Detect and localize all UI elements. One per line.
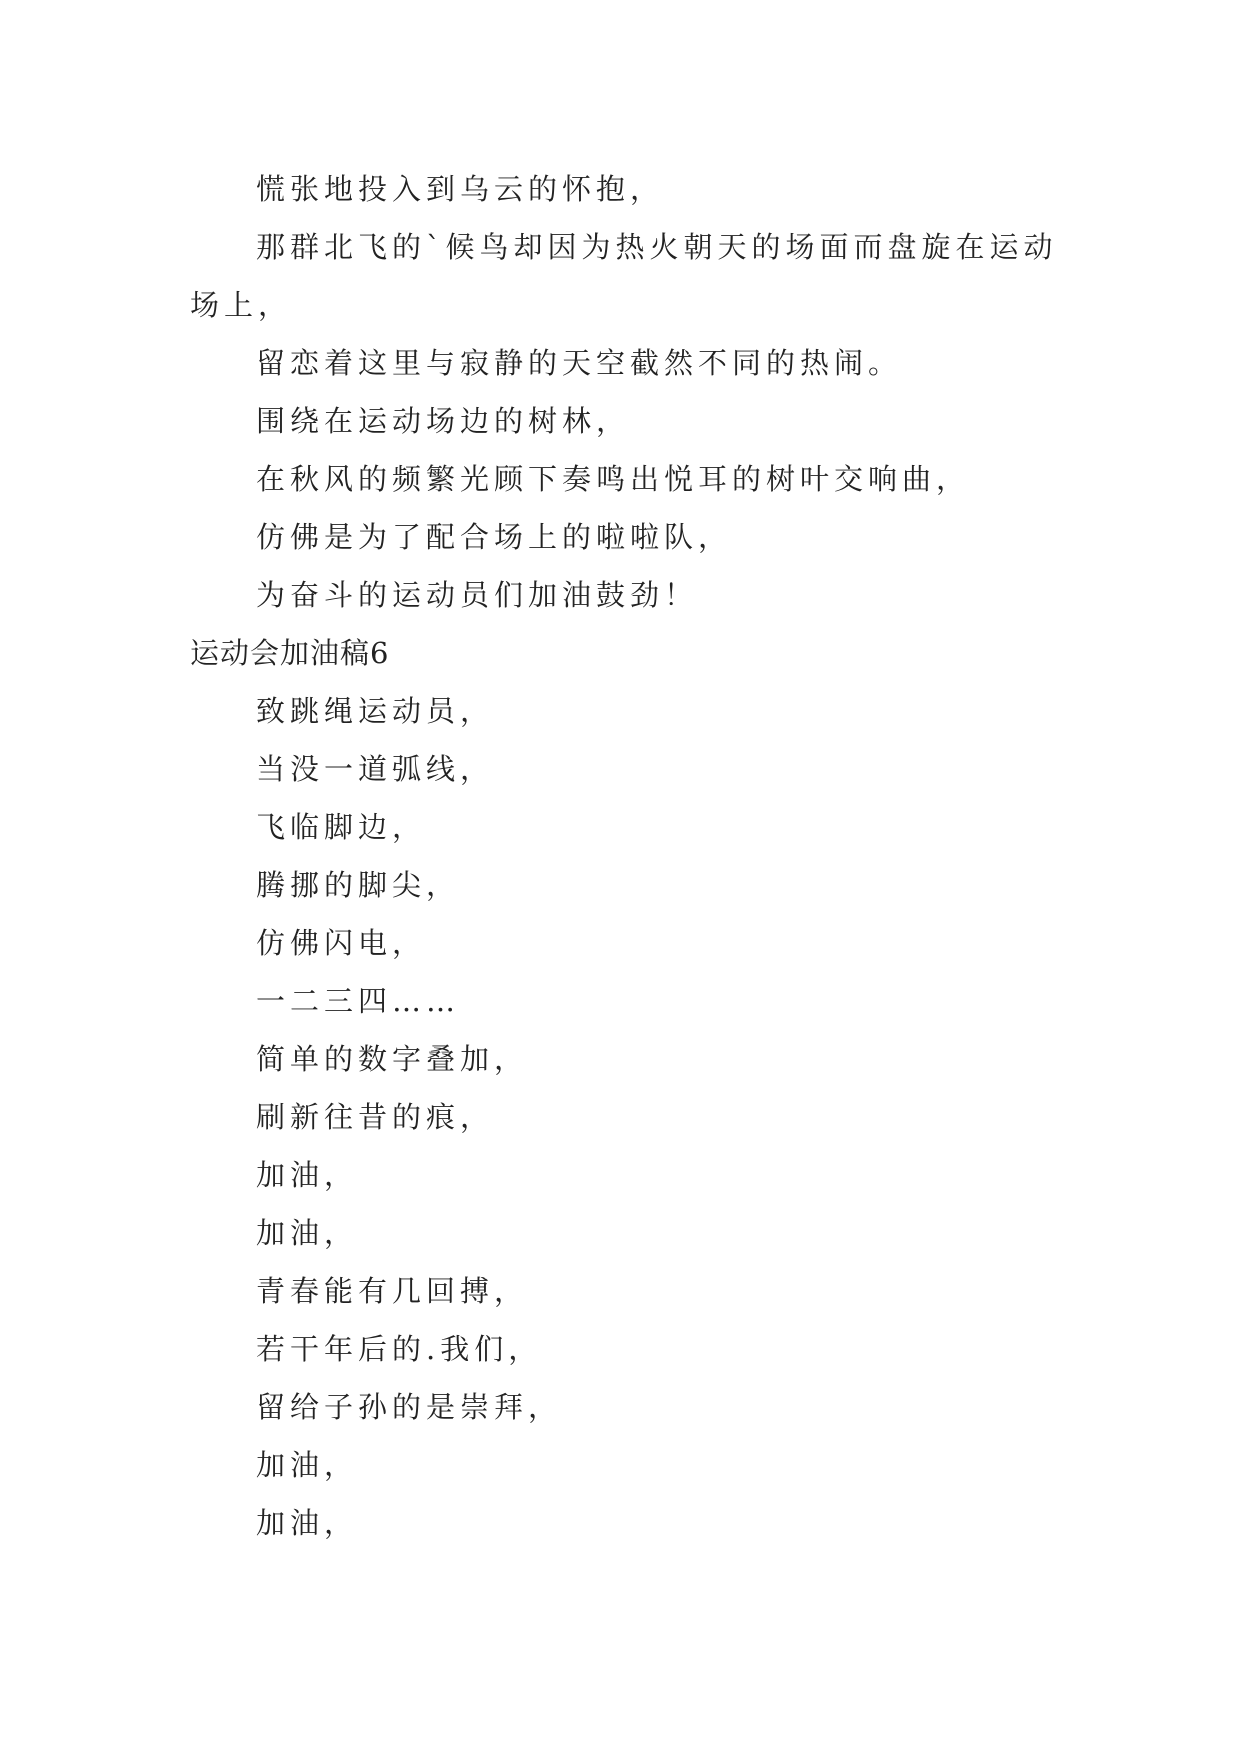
poem-line: 飞临脚边，: [256, 810, 427, 844]
poem-line: 加油，: [256, 1448, 359, 1482]
paragraph-line: 在秋风的频繁光顾下奏鸣出悦耳的树叶交响曲，: [256, 462, 971, 496]
poem-line: 加油，: [256, 1158, 359, 1192]
poem-line: 一二三四……: [256, 984, 461, 1018]
paragraph-line: 留恋着这里与寂静的天空截然不同的热闹。: [256, 346, 903, 380]
paragraph-line: 那群北飞的`候鸟却因为热火朝天的场面而盘旋在运动场上，: [190, 230, 1058, 322]
poem-line: 加油，: [256, 1506, 359, 1540]
paragraph-line: 围绕在运动场边的树林，: [256, 404, 631, 438]
paragraph-line: 慌张地投入到乌云的怀抱，: [256, 172, 665, 206]
poem-line: 青春能有几回搏，: [256, 1274, 529, 1308]
poem-line: 腾挪的脚尖，: [256, 868, 461, 902]
poem-line: 致跳绳运动员，: [256, 694, 495, 728]
poem-line: 刷新往昔的痕，: [256, 1100, 495, 1134]
paragraph-line: 为奋斗的运动员们加油鼓劲！: [256, 578, 699, 612]
poem-line: 若干年后的.我们，: [256, 1332, 543, 1366]
poem-line: 留给子孙的是崇拜，: [256, 1390, 563, 1424]
poem-line: 仿佛闪电，: [256, 926, 427, 960]
section-heading: 运动会加油稿6: [190, 636, 390, 670]
poem-line: 加油，: [256, 1216, 359, 1250]
poem-line: 当没一道弧线，: [256, 752, 495, 786]
document-body: [190, 160, 1070, 1552]
poem-line: 简单的数字叠加，: [256, 1042, 529, 1076]
paragraph-line: 仿佛是为了配合场上的啦啦队，: [256, 520, 733, 554]
